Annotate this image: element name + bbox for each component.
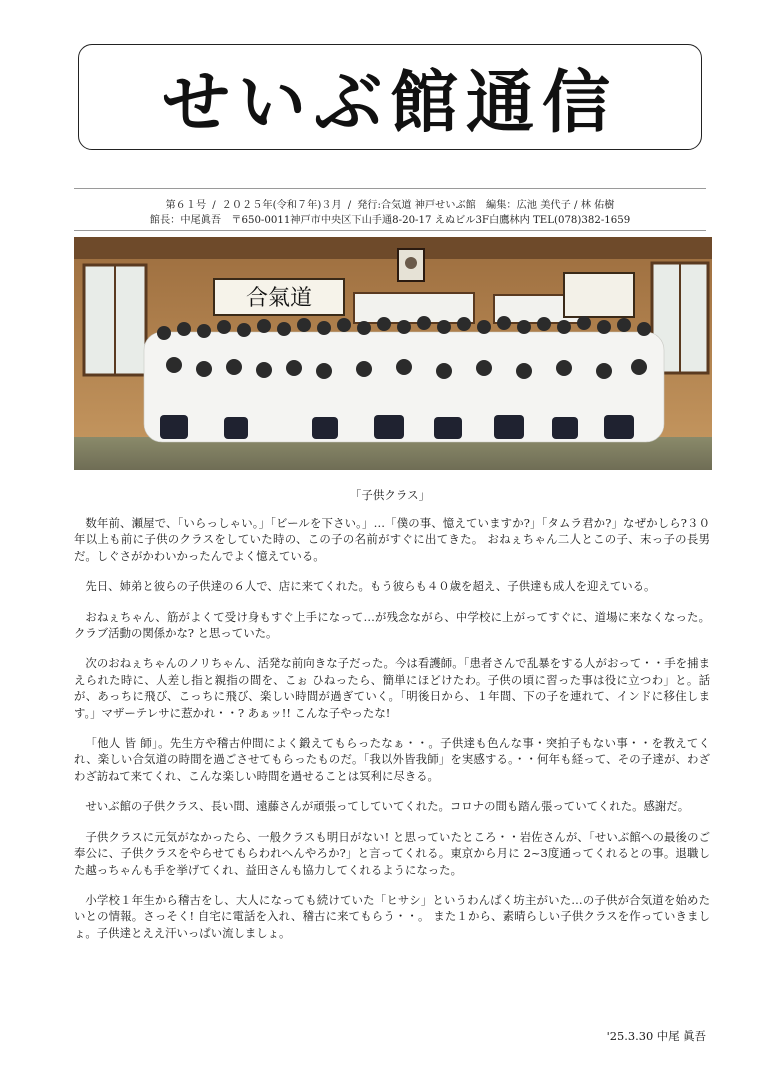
- article-paragraph: おねぇちゃん、筋がよくて受け身もすぐ上手になって…が残念ながら、中学校に上がってすぐに、道場に来なくなった。クラブ活動の関係かな? と思っていた。: [74, 609, 710, 641]
- masthead-frame: [78, 44, 702, 150]
- article-paragraph: 子供クラスに元気がなかったら、一般クラスも明日がない! と思っていたところ・・岩佐さんが、「せいぶ館への最後のご奉公に、子供クラスをやらせてもらわれへんやろか?」と言ってくれる。東京から月に 2~3度通ってくれるとの事。退職した越っちゃんも手を挙げてくれ、益田さんも協力してくれるようになった。: [74, 829, 710, 877]
- article-paragraph: 数年前、瀬屋で、「いらっしゃい。」「ビールを下さい。」…「僕の事、憶えていますか?」「タムラ君か?」なぜかしら?３０年以上も前に子供のクラスをしていた時の、この子の名前がすぐに出てきた。 おねぇちゃん二人とこの子、末っ子の長男だ。しぐさがかわいかったんでよく憶えている。: [74, 516, 710, 563]
- article-paragraph: せいぶ館の子供クラス、長い間、遠藤さんが頑張ってしていてくれた。コロナの間も踏ん張っていてくれた。感謝だ。: [85, 799, 690, 814]
- article-signature: '25.3.30 中尾 眞吾: [606, 1029, 706, 1043]
- article-paragraph: 次のおねぇちゃんのノリちゃん、活発な前向きな子だった。今は看護師。「患者さんで乱暴をする人がおって・・手を捕まえられた時に、人差し指と親指の間を、こぉ ひねったら、簡単にほどけたわ。子供の頃に習った事は役に立つわ」と。話が、あっちに飛び、こっちに飛び、楽しい時間が過ぎていく。「明後日から、１年間、下の子を連れて、インドに移住します。」マザーテレサに惹かれ・・? あぁッ!! こんな子やったな!: [74, 656, 710, 720]
- publisher-info: 発行:合気道 神戸せいぶ館 編集：広池 美代子 / 林 佑樹: [357, 200, 615, 211]
- masthead-title: せいぶ館通信: [161, 63, 618, 143]
- article-title: 「子供クラス」: [349, 488, 431, 502]
- issue-info-line: 第６１号 / ２０２５年(令和７年)３月 / 発行:合気道 神戸せいぶ館 編集：広池 美代子 / 林 佑樹: [165, 200, 615, 211]
- article-body: [74, 515, 710, 955]
- article-paragraph: 先日、姉弟と彼らの子供達の６人で、店に来てくれた。もう彼らも４０歳を超え、子供達も成人を迎えている。: [85, 579, 656, 594]
- article-paragraph: 「他人 皆 師」。先生方や稽古仲間によく鍛えてもらったなぁ・・。子供達も色んな事・突拍子もない事・・を教えてくれ、楽しい合気道の時間を過ごさせてもらったものだ。「我以外皆我師」を実感する。・・何年も経って、その子達が、わざわざ訪ねて来てくれ、こんな楽しい時間を過せることは冥利に尽きる。: [74, 736, 710, 783]
- dojo-scroll-text: 合氣道: [245, 286, 313, 311]
- article-paragraph: 小学校１年生から稽古をし、大人になっても続けていた「ヒサシ」というわんぱく坊主がいた…の子供が合気道を始めたいとの情報。さっそく! 自宅に電話を入れ、稽古に来てもらう・・。 また１から、素晴らしい子供クラスを作っていきましょ。子供達とええ汗いっぱい流しましょ。: [74, 892, 710, 940]
- issue-number: 第６１号: [165, 200, 207, 211]
- header-rule-top: [74, 188, 706, 189]
- issue-date: ２０２５年(令和７年)３月: [221, 200, 342, 211]
- dojo-group-photo: [74, 237, 712, 470]
- header-rule-bottom: [74, 230, 706, 231]
- address-line: 館長：中尾眞吾 〒650-0011神戸市中央区下山手通8-20-17 えぬビル3F白鷹林内 TEL(078)382-1659: [149, 215, 631, 226]
